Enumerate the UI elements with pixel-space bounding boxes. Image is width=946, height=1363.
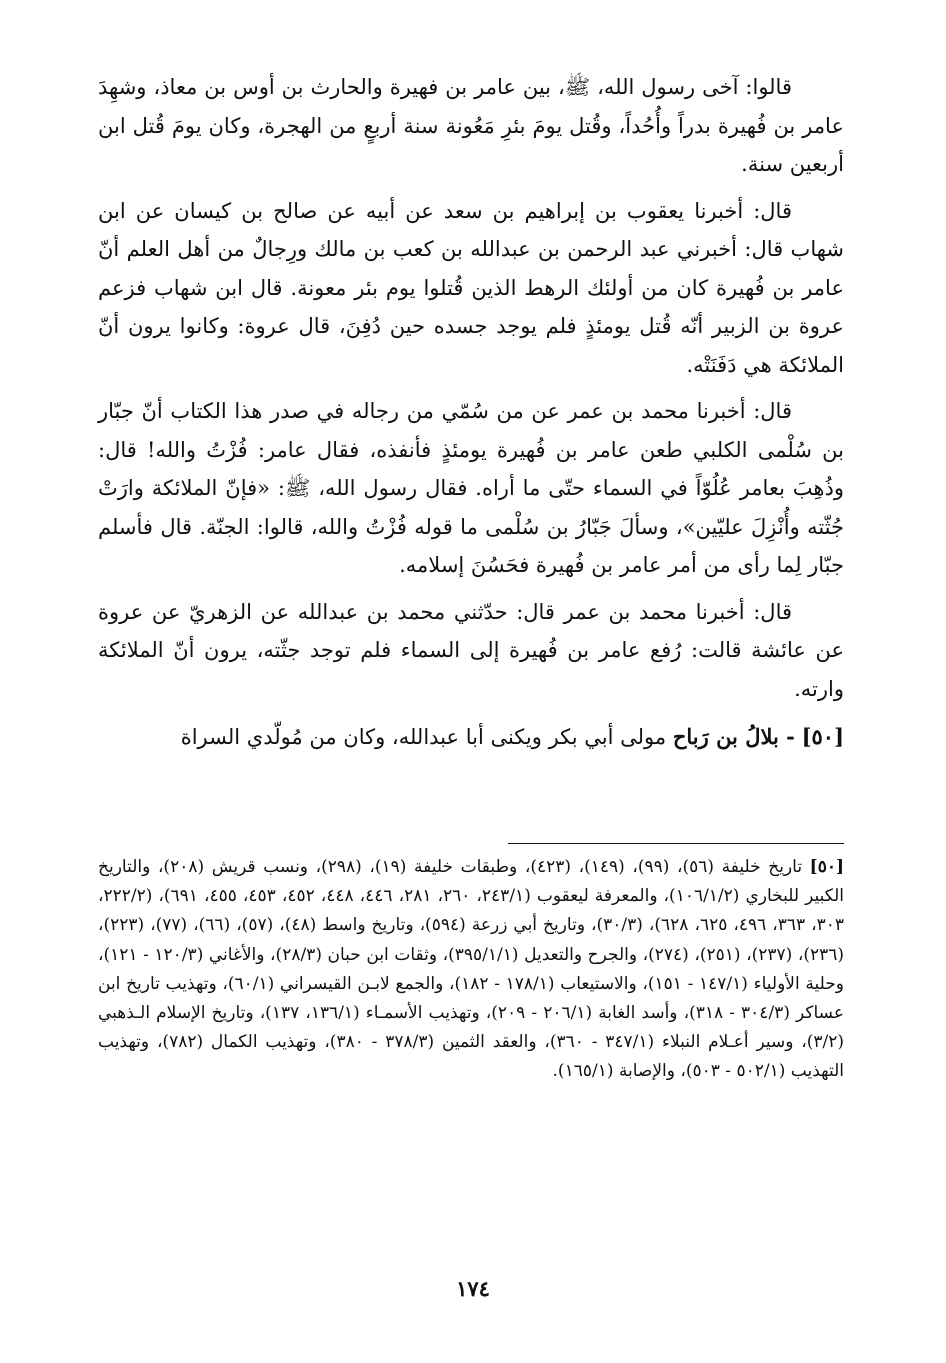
paragraph-3: قال: أخبرنا محمد بن عمر عن من سُمّي من رجاله في صدر هذا الكتاب أنّ جبّار بن سُلْمى الكلبي طعن عامر بن فُهيرة يومئذٍ فأنفذه، فقال عامر: فُزْتُ والله! قال: وذُهِبَ بعامر عُلُوّاً في السماء حتّى ما أراه. فقال رسول الله، ﷺ: «فإنّ الملائكة وارَتْ جُثّته وأُنْزِلَ عليّين»، وسألَ جَبّارُ بن سُلْمى ما قوله فُزْتُ والله، قالوا: الجنّة. قال فأسلم جبّار لِما رأى من أمر عامر بن فُهيرة فحَسُنَ إسلامه. (98, 399, 844, 577)
paragraph-1: قالوا: آخى رسول الله، ﷺ، بين عامر بن فهيرة والحارث بن أوس بن معاذ، وشهِدَ عامر بن فُهيرة بدراً وأُحُداً، وقُتل يومَ بئرِ مَعُونة سنة أربعٍ من الهجرة، وكان يومَ قُتل ابن أربعين سنة. (98, 75, 844, 176)
biography-heading (98, 718, 844, 757)
biography-number: [٥٠] (801, 724, 844, 749)
footnote-text: تاريخ خليفة (٥٦)، (٩٩)، (١٤٩)، (٤٢٣)، وطبقات خليفة (١٩)، (٢٩٨)، ونسب قريش (٢٠٨)، والتاريخ الكبير للبخاري (١٠٦/١/٢)، والمعرفة ليعقوب (٢٤٣/١، ٢٦٠، ٢٨١، ٤٤٦، ٤٤٨، ٤٥٢، ٤٥٣، ٤٥٥، ٦٩١)، (٢٢٢/٢، ٣٠٣، ٣٦٣، ٤٩٦، ٦٢٥، ٦٢٨)، (٣٠/٣)، وتاريخ أبي زرعة (٥٩٤)، وتاريخ واسط (٤٨)، (٥٧)، (٦٦)، (٧٧)، (٢٢٣)، (٢٣٦)، (٢٣٧)، (٢٥١)، (٢٧٤)، والجرح والتعديل (٣٩٥/١/١)، وثقات ابن حبان (٢٨/٣)، والأغاني (١٢٠/٣ - ١٢١)، وحلية الأولياء (١٤٧/١ - ١٥١)، والاستيعاب (١٧٨/١ - ١٨٢)، والجمع لابـن القيسراني (٦٠/١)، وتهذيب تاريخ ابن عساكر (٣٠٤/٣ - ٣١٨)، وأسد الغابة (٢٠٦/١ - ٢٠٩)، وتهذيب الأسمـاء (١٣٦/١، ١٣٧)، وتاريخ الإسلام الـذهبي (٣/٢)، وسير أعـلام النبلاء (٣٤٧/١ - ٣٦٠)، والعقد الثمين (٣٧٨/٣ - ٣٨٠)، وتهذيب الكمال (٧٨٢)، وتهذيب التهذيب (٥٠٢/١ - ٥٠٣)، والإصابة (١٦٥/١). (98, 857, 845, 1082)
biography-name: - بلالُ بن رَباح (672, 724, 795, 749)
paragraph-2: قال: أخبرنا يعقوب بن إبراهيم بن سعد عن أبيه عن صالح بن كيسان عن ابن شهاب قال: أخبرني عبد الرحمن بن عبدالله بن كعب بن مالك ورِجالٌ من أهل العلم أنّ عامر بن فُهيرة كان من أولئك الرهط الذين قُتلوا يوم بئر معونة. قال ابن شهاب فزعم عروة بن الزبير أنّه قُتل يومئذٍ فلم يوجد جسده حين دُفِنَ، قال عروة: وكانوا يرون أنّ الملائكة هي دَفَنَتْه. (98, 198, 844, 377)
footnote-entry (98, 853, 844, 1087)
footnotes (98, 853, 844, 1087)
paragraph-4: قال: أخبرنا محمد بن عمر قال: حدّثني محمد بن عبدالله عن الزهريّ عن عروة عن عائشة قالت: رُفع عامر بن فُهيرة إلى السماء فلم توجد جثّته، يرون أنّ الملائكة وارته. (98, 599, 844, 701)
biography-intro: مولى أبي بكر ويكنى أبا عبدالله، وكان من مُولّدي السراة (180, 725, 673, 749)
footnote-ref: [٥٠] (809, 857, 845, 877)
footnote-divider (508, 843, 844, 844)
page-number: ١٧٤ (456, 1276, 490, 1301)
main-text (98, 68, 844, 765)
